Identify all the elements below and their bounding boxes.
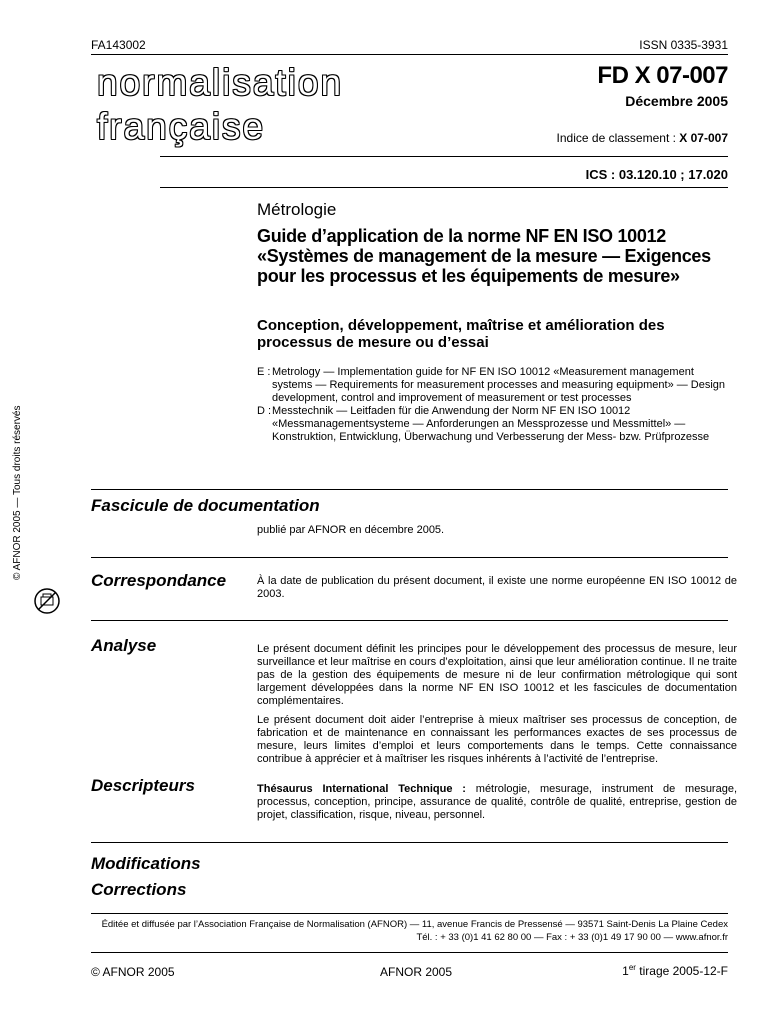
descripteurs-label: Thésaurus International Technique : bbox=[257, 783, 466, 795]
ics-divider bbox=[160, 187, 728, 188]
lang-label-d: D : bbox=[257, 405, 272, 417]
top-divider bbox=[91, 54, 728, 55]
section-title-analyse: Analyse bbox=[91, 636, 157, 655]
translation-german bbox=[257, 405, 737, 444]
tirage-text: tirage 2005-12-F bbox=[635, 964, 728, 978]
translation-english bbox=[257, 366, 737, 405]
footer-bottom-divider bbox=[91, 952, 728, 953]
section-body-analyse-1: Le présent document définit les principes pour le développement des processus de mesure, leur surveillance et leur maîtrise en cours d’exploitation, ainsi que leur amélioration continue. Il ne traite pas de la gestion des équipements de mesure ni de leur confirmation métrologique qui sont largement développées dans la norme NF EN ISO 10012 et les fascicules de documentation complémentaires. bbox=[257, 643, 737, 707]
section-divider bbox=[91, 620, 728, 621]
classification-index bbox=[557, 131, 728, 145]
document-reference: FA143002 bbox=[91, 38, 146, 52]
print-run bbox=[622, 963, 728, 978]
document-date: Décembre 2005 bbox=[625, 93, 728, 109]
tirage-number: 1 bbox=[622, 964, 629, 978]
section-title-corrections: Corrections bbox=[91, 880, 187, 899]
subject: Métrologie bbox=[257, 200, 337, 219]
brand-line-1: normalisation bbox=[97, 62, 344, 103]
section-title-descripteurs: Descripteurs bbox=[91, 776, 195, 795]
publisher-contact: Tél. : + 33 (0)1 41 62 80 00 — Fax : + 33 (0)1 49 17 90 00 — www.afnor.fr bbox=[416, 932, 728, 943]
brand-line-2: française bbox=[97, 106, 266, 147]
classification-value: X 07-007 bbox=[679, 131, 728, 145]
section-body-analyse-2: Le présent document doit aider l’entreprise à mieux maîtriser ses processus de conception, de fabrication et de maintenance en connaissant les performances exactes de ses processus de mesure, leurs limites d’emploi et leurs comportements dans le temps. Cette connaissance contribue à apprécier et à maîtriser les risques inhérents à l’activité de l’entreprise. bbox=[257, 714, 737, 765]
rights-reserved-vertical: © AFNOR 2005 — Tous droits réservés bbox=[12, 405, 23, 580]
section-body-descripteurs bbox=[257, 783, 737, 822]
section-divider bbox=[91, 557, 728, 558]
subtitle: Conception, développement, maîtrise et amélioration des processus de mesure ou d’essai bbox=[257, 317, 665, 351]
document-code: FD X 07-007 bbox=[597, 62, 728, 89]
translation-text-e: Metrology — Implementation guide for NF EN ISO 10012 «Measurement management systems — Requirements for measurement processes and measuring equipment» — Design development, control and improvement of measurement or test processes bbox=[272, 366, 726, 404]
classification-label: Indice de classement : bbox=[556, 131, 676, 145]
descripteurs-text: métrologie, mesurage, instrument de mesurage, processus, conception, principe, assurance de qualité, contrôle de qualité, entreprise, gestion de projet, classification, risque, niveau, personnel. bbox=[257, 783, 738, 821]
section-divider bbox=[91, 489, 728, 490]
footer-center: AFNOR 2005 bbox=[380, 965, 453, 979]
no-photocopy-icon bbox=[33, 587, 61, 615]
footer-copyright: © AFNOR 2005 bbox=[91, 965, 175, 979]
section-title-fascicule: Fascicule de documentation bbox=[91, 496, 320, 515]
lang-label-e: E : bbox=[257, 366, 271, 378]
section-title-modifications: Modifications bbox=[91, 854, 201, 873]
issn: ISSN 0335-3931 bbox=[639, 38, 728, 52]
section-body-fascicule: publié par AFNOR en décembre 2005. bbox=[257, 524, 445, 536]
section-divider bbox=[91, 842, 728, 843]
section-body-correspondance: À la date de publication du présent document, il existe une norme européenne EN ISO 10012 de 2003. bbox=[257, 575, 737, 600]
ics-code: ICS : 03.120.10 ; 17.020 bbox=[585, 167, 728, 182]
footer-divider bbox=[91, 913, 728, 914]
header-divider bbox=[160, 156, 728, 157]
publisher-address: Éditée et diffusée par l’Association Française de Normalisation (AFNOR) — 11, avenue Francis de Pressensé — 93571 Saint-Denis La Plaine Cedex bbox=[101, 919, 728, 930]
section-title-correspondance: Correspondance bbox=[91, 571, 227, 590]
tirage-ordinal: er bbox=[628, 963, 636, 972]
main-title: Guide d’application de la norme NF EN ISO 10012 «Systèmes de management de la mesure — Exigences pour les processus et les équipements de mesure» bbox=[257, 226, 711, 286]
translation-text-d: Messtechnik — Leitfaden für die Anwendung der Norm NF EN ISO 10012 «Messmanagementsysteme — Anforderungen an Messprozesse und Messmittel» — Konstruktion, Entwicklung, Überwachung und Verbesserung der Mess- bzw. Prüfprozesse bbox=[272, 405, 710, 443]
